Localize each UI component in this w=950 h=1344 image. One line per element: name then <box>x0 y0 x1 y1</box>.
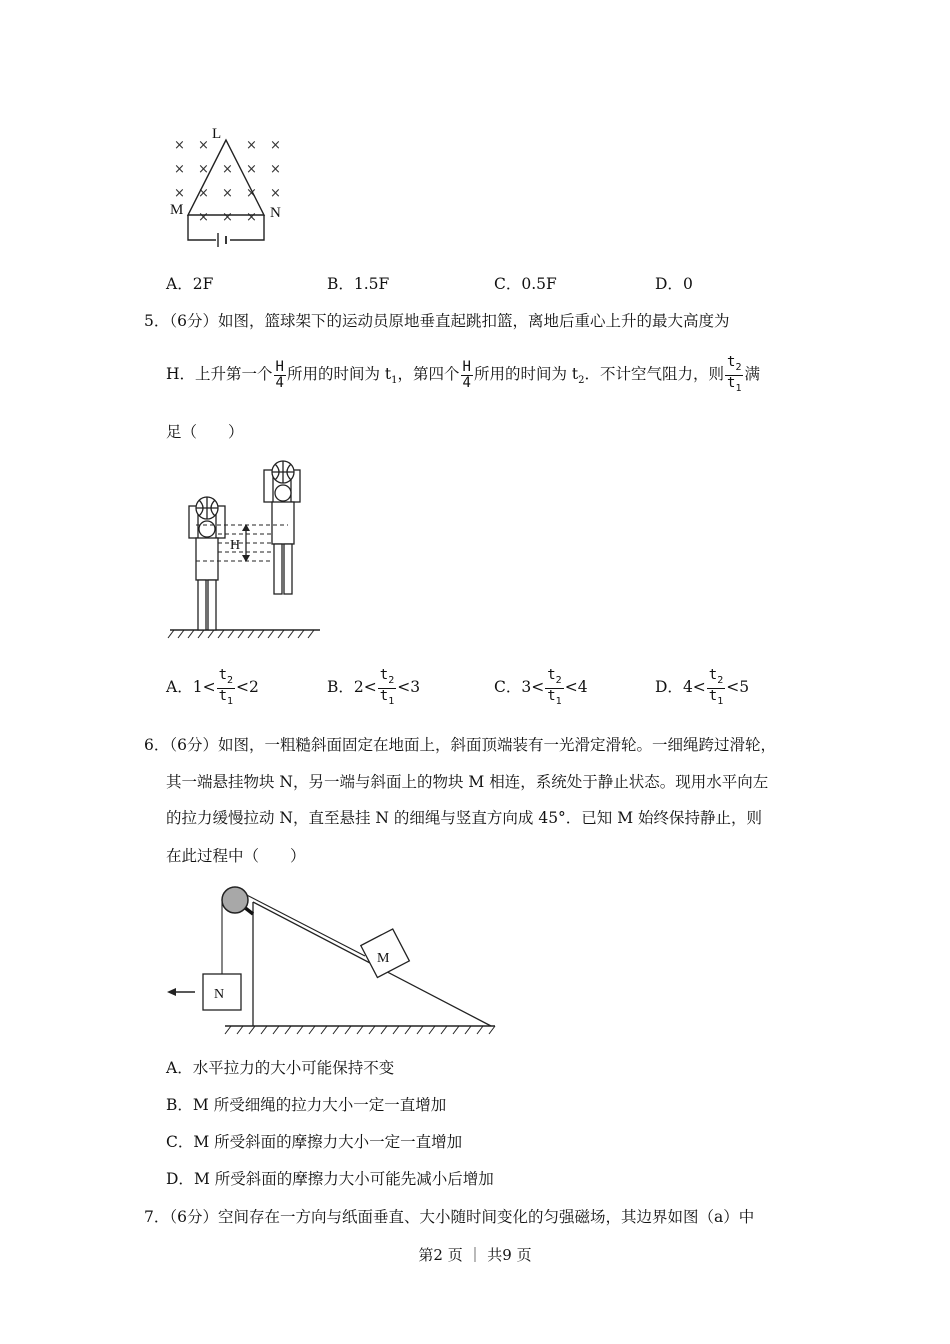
fraction-t2-over-t1: $\frac{t_2}{t_1}$ <box>547 666 562 707</box>
label-L: L <box>212 126 222 142</box>
figure-incline-pulley <box>165 880 505 1040</box>
field-mark: × <box>174 162 185 177</box>
person-jumping <box>264 461 300 594</box>
q5-score: （6分） <box>169 312 218 330</box>
person-standing <box>189 497 225 630</box>
q6-score: （6分） <box>169 736 218 754</box>
label-N: N <box>214 987 225 1002</box>
pulley <box>222 887 248 913</box>
rope-to-M <box>237 890 365 956</box>
figure-triangle-field <box>160 122 300 252</box>
figure-basketball-jump <box>168 458 328 638</box>
q5-line2: H．上升第一个 $\frac{H}{4}$ 所用的时间为 $t_1$，第四个 $\frac{H}{4}$ 所用的时间为 $t_2$．不计空气阻力，则 $\frac{t_2}{t_1}$ 满 <box>166 353 760 394</box>
field-mark: × <box>270 162 281 177</box>
field-mark: × <box>198 138 209 153</box>
q6-line1: 6．（6分）如图，一粗糙斜面固定在地面上，斜面顶端装有一光滑定滑轮。一细绳跨过滑轮， <box>144 736 777 754</box>
q5-option-a[interactable]: A．1< $\frac{t_2}{t_1}$ <2 <box>166 666 259 707</box>
q5-option-c[interactable]: C．3< $\frac{t_2}{t_1}$ <4 <box>494 666 588 707</box>
page-footer: 第2 页 ｜ 共9 页 <box>418 1246 532 1264</box>
q5-line1: 5．（6分）如图，篮球架下的运动员原地垂直起跳扣篮，离地后重心上升的最大高度为 <box>144 312 730 330</box>
q6-line3: 的拉力缓慢拉动 N，直至悬挂 N 的细绳与竖直方向成 45°．已知 M 始终保持静止，则 <box>166 809 763 827</box>
ground-hatch <box>225 1026 495 1034</box>
q6-option-c[interactable]: C．M 所受斜面的摩擦力大小一定一直增加 <box>166 1133 463 1151</box>
label-M: M <box>377 951 390 966</box>
field-mark: × <box>174 186 185 201</box>
field-mark: × <box>174 138 185 153</box>
field-mark: × <box>246 138 257 153</box>
fraction-t2-over-t1: $\frac{t_2}{t_1}$ <box>727 353 742 394</box>
fraction-t2-over-t1: $\frac{t_2}{t_1}$ <box>218 666 234 707</box>
q7-number: 7． <box>144 1208 170 1226</box>
field-mark: × <box>222 186 233 201</box>
fraction-t2-over-t1: $\frac{t_2}{t_1}$ <box>379 666 395 707</box>
q7-score: （6分） <box>169 1208 218 1226</box>
q6-line2: 其一端悬挂物块 N，另一端与斜面上的物块 M 相连，系统处于静止状态。现用水平向左 <box>166 773 769 791</box>
field-mark: × <box>198 186 209 201</box>
q4-option-a[interactable]: A．2F <box>166 275 214 293</box>
pull-arrow-head <box>167 988 176 996</box>
label-N: N <box>270 205 281 221</box>
q6-option-a[interactable]: A．水平拉力的大小可能保持不变 <box>166 1059 395 1077</box>
field-mark: × <box>270 186 281 201</box>
q6-number: 6． <box>144 736 170 754</box>
fraction-h-over-4: $\frac{H}{4}$ <box>275 358 284 391</box>
q4-option-b[interactable]: B．1.5F <box>327 275 390 293</box>
q7-line1: 7．（6分）空间存在一方向与纸面垂直、大小随时间变化的匀强磁场，其边界如图（a）中 <box>144 1208 755 1226</box>
q5-line3: 足（ ） <box>166 423 244 441</box>
q6-line4: 在此过程中（ ） <box>166 847 306 865</box>
field-mark: × <box>246 210 257 225</box>
field-mark: × <box>246 186 257 201</box>
q5-option-d[interactable]: D．4< $\frac{t_2}{t_1}$ <5 <box>655 666 750 707</box>
ground-hatch <box>168 630 314 638</box>
fraction-t2-over-t1: $\frac{t_2}{t_1}$ <box>708 666 724 707</box>
q4-option-d[interactable]: D．0 <box>655 275 693 293</box>
q5-number: 5． <box>144 312 170 330</box>
q4-option-c[interactable]: C．0.5F <box>494 275 557 293</box>
field-mark: × <box>222 210 233 225</box>
label-M: M <box>170 202 184 218</box>
field-mark: × <box>198 210 209 225</box>
q6-option-d[interactable]: D．M 所受斜面的摩擦力大小可能先减小后增加 <box>166 1170 494 1188</box>
field-mark: × <box>198 162 209 177</box>
field-mark: × <box>222 162 233 177</box>
fraction-h-over-4: $\frac{H}{4}$ <box>462 358 471 391</box>
field-mark: × <box>270 138 281 153</box>
q5-option-b[interactable]: B．2< $\frac{t_2}{t_1}$ <3 <box>327 666 421 707</box>
q6-option-b[interactable]: B．M 所受细绳的拉力大小一定一直增加 <box>166 1096 447 1114</box>
field-mark: × <box>246 162 257 177</box>
label-H: H <box>230 538 241 553</box>
